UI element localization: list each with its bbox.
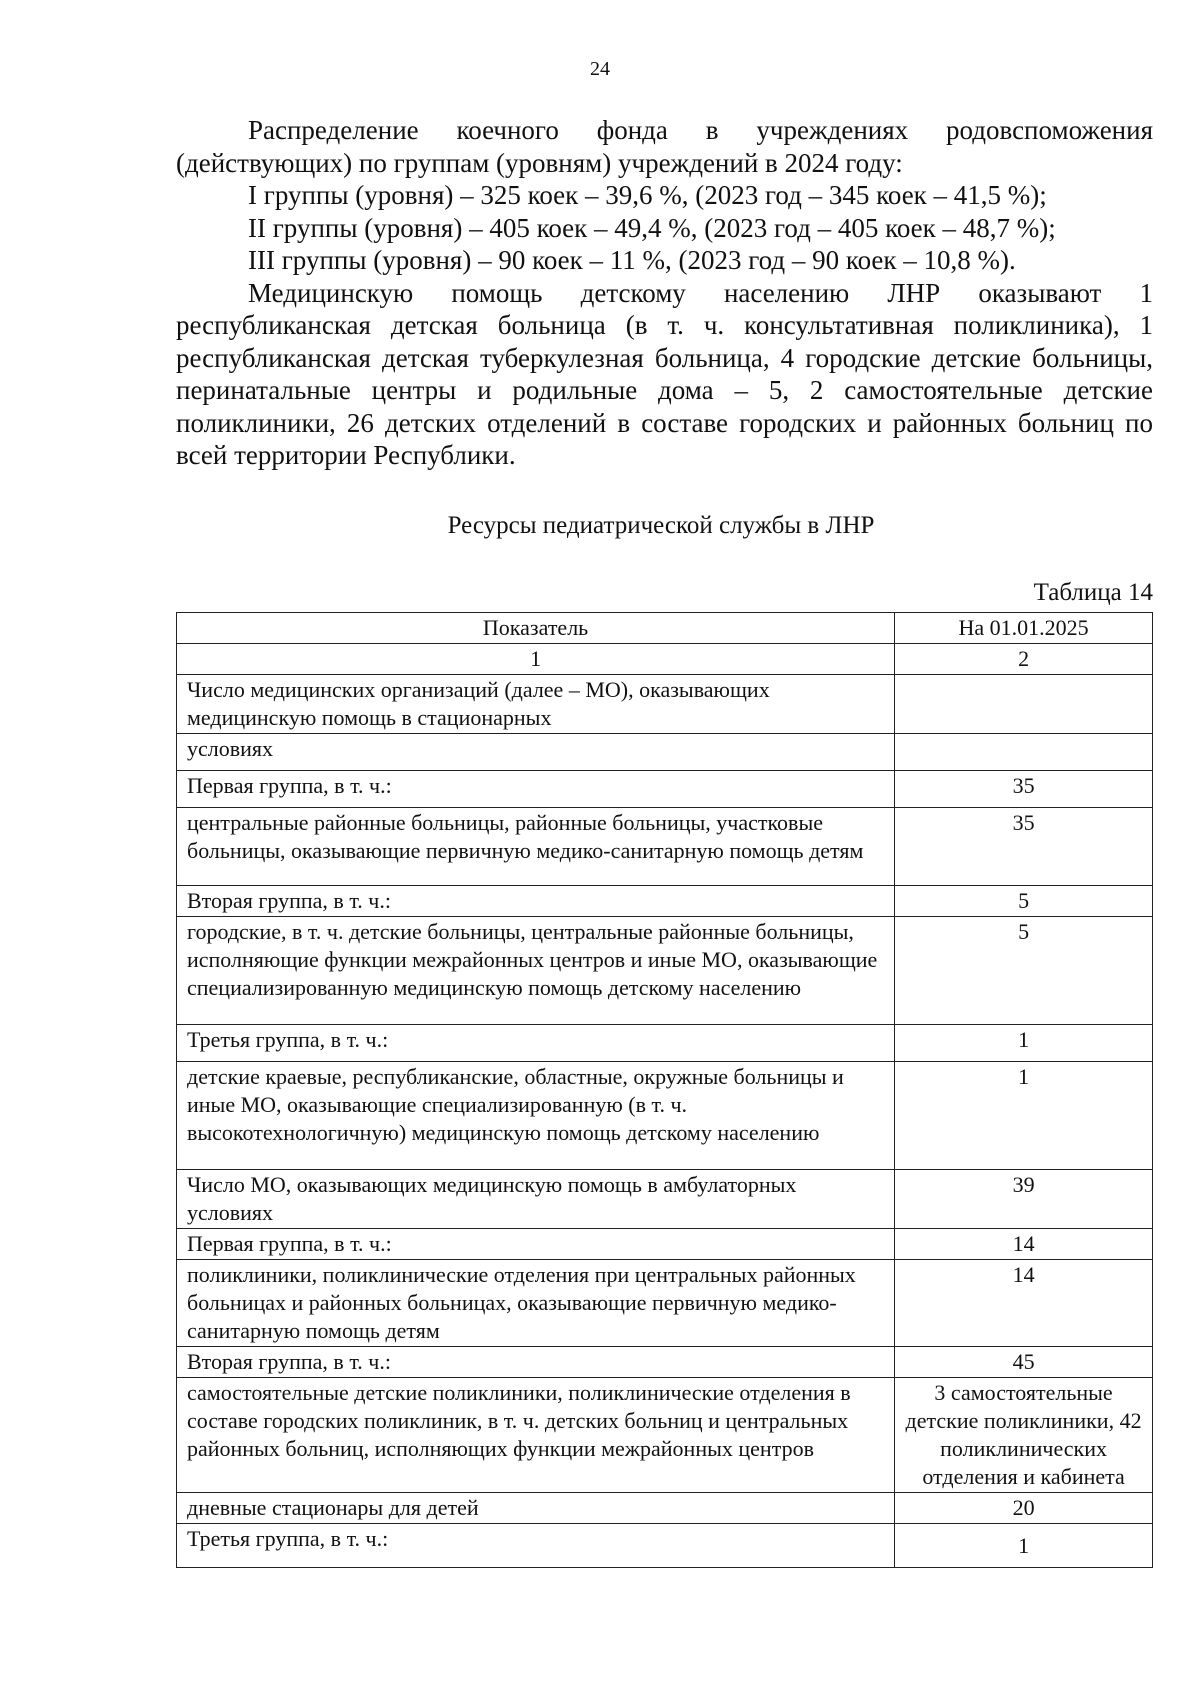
value-cell: 1 — [895, 1025, 1153, 1062]
pediatric-resources-table — [176, 612, 1153, 1568]
header-indicator: Показатель — [177, 613, 895, 644]
table-header-row — [177, 613, 1153, 644]
value-cell — [895, 675, 1153, 734]
list-item-group-2: II группы (уровня) – 405 коек – 49,4 %, (2023 год – 405 коек – 48,7 %); — [248, 212, 1056, 243]
table-row — [177, 1347, 1153, 1378]
indicator-cell: городские, в т. ч. детские больницы, центральные районные больницы, исполняющие функции межрайонных центров и иные МО, оказывающие специализированную медицинскую помощь детскому населению — [177, 917, 895, 1025]
paragraph-pediatric-care: Медицинскую помощь детскому населению ЛНР оказывают 1 республиканская детская больница (в т. ч. консультативная поликлиника), 1 республиканская детская туберкулезная больница, 4 городские детские больницы, перинатальные центры и родильные дома – 5, 2 самостоятельные детские поликлиники, 26 детских отделений в составе городских и районных больниц по всей территории Республики. — [176, 277, 1153, 470]
value-cell: 5 — [895, 886, 1153, 917]
indicator-cell: дневные стационары для детей — [177, 1493, 895, 1524]
value-cell: 1 — [895, 1524, 1153, 1568]
table-row — [177, 734, 1153, 771]
table-row — [177, 1524, 1153, 1568]
table-row — [177, 886, 1153, 917]
value-cell: 5 — [895, 917, 1153, 1025]
table-row — [177, 675, 1153, 734]
value-cell: 20 — [895, 1493, 1153, 1524]
header-date: На 01.01.2025 — [895, 613, 1153, 644]
indicator-cell: Первая группа, в т. ч.: — [177, 771, 895, 808]
table-label: Таблица 14 — [1033, 579, 1153, 606]
value-cell: 14 — [895, 1260, 1153, 1347]
value-cell: 39 — [895, 1170, 1153, 1229]
indicator-cell: Число МО, оказывающих медицинскую помощь в амбулаторных условиях — [177, 1170, 895, 1229]
table-row — [177, 1170, 1153, 1229]
body-text — [176, 114, 1153, 472]
list-item-group-3: III группы (уровня) – 90 коек – 11 %, (2023 год – 90 коек – 10,8 %). — [248, 245, 1016, 275]
paragraph-bed-distribution: Распределение коечного фонда в учреждениях родовспоможения (действующих) по группам (уровням) учреждений в 2024 году: — [176, 115, 1153, 178]
column-number-1: 1 — [177, 644, 895, 675]
table-row — [177, 1229, 1153, 1260]
table-row — [177, 1025, 1153, 1062]
list-item-group-1: I группы (уровня) – 325 коек – 39,6 %, (2023 год – 345 коек – 41,5 %); — [248, 180, 1047, 210]
value-cell: 14 — [895, 1229, 1153, 1260]
page-number: 24 — [590, 58, 610, 80]
indicator-cell: Вторая группа, в т. ч.: — [177, 886, 895, 917]
indicator-cell: Вторая группа, в т. ч.: — [177, 1347, 895, 1378]
column-number-row — [177, 644, 1153, 675]
table-row — [177, 1260, 1153, 1347]
value-cell: 35 — [895, 771, 1153, 808]
indicator-cell: условиях — [177, 734, 895, 771]
indicator-cell: поликлиники, поликлинические отделения при центральных районных больницах и районных больницах, оказывающие первичную медико-санитарную помощь детям — [177, 1260, 895, 1347]
indicator-cell: Число медицинских организаций (далее – МО), оказывающих медицинскую помощь в стационарных — [177, 675, 895, 734]
table-row — [177, 808, 1153, 886]
indicator-cell: самостоятельные детские поликлиники, поликлинические отделения в составе городских поликлиник, в т. ч. детских больниц и центральных районных больниц, исполняющих функции межрайонных центров — [177, 1378, 895, 1493]
value-cell: 45 — [895, 1347, 1153, 1378]
value-cell — [895, 734, 1153, 771]
table-row — [177, 1062, 1153, 1170]
table-row — [177, 771, 1153, 808]
table-row — [177, 1493, 1153, 1524]
table-row — [177, 917, 1153, 1025]
indicator-cell: Третья группа, в т. ч.: — [177, 1524, 895, 1568]
indicator-cell: центральные районные больницы, районные больницы, участковые больницы, оказывающие первичную медико-санитарную помощь детям — [177, 808, 895, 886]
value-cell: 35 — [895, 808, 1153, 886]
table-title: Ресурсы педиатрической службы в ЛНР — [447, 512, 875, 539]
table-row — [177, 1378, 1153, 1493]
indicator-cell: Третья группа, в т. ч.: — [177, 1025, 895, 1062]
indicator-cell: Первая группа, в т. ч.: — [177, 1229, 895, 1260]
column-number-2: 2 — [895, 644, 1153, 675]
value-cell: 1 — [895, 1062, 1153, 1170]
indicator-cell: детские краевые, республиканские, областные, окружные больницы и иные МО, оказывающие специализированную (в т. ч. высокотехнологичную) медицинскую помощь детскому населению — [177, 1062, 895, 1170]
value-cell: 3 самостоятельные детские поликлиники, 42 поликлинических отделения и кабинета — [895, 1378, 1153, 1493]
